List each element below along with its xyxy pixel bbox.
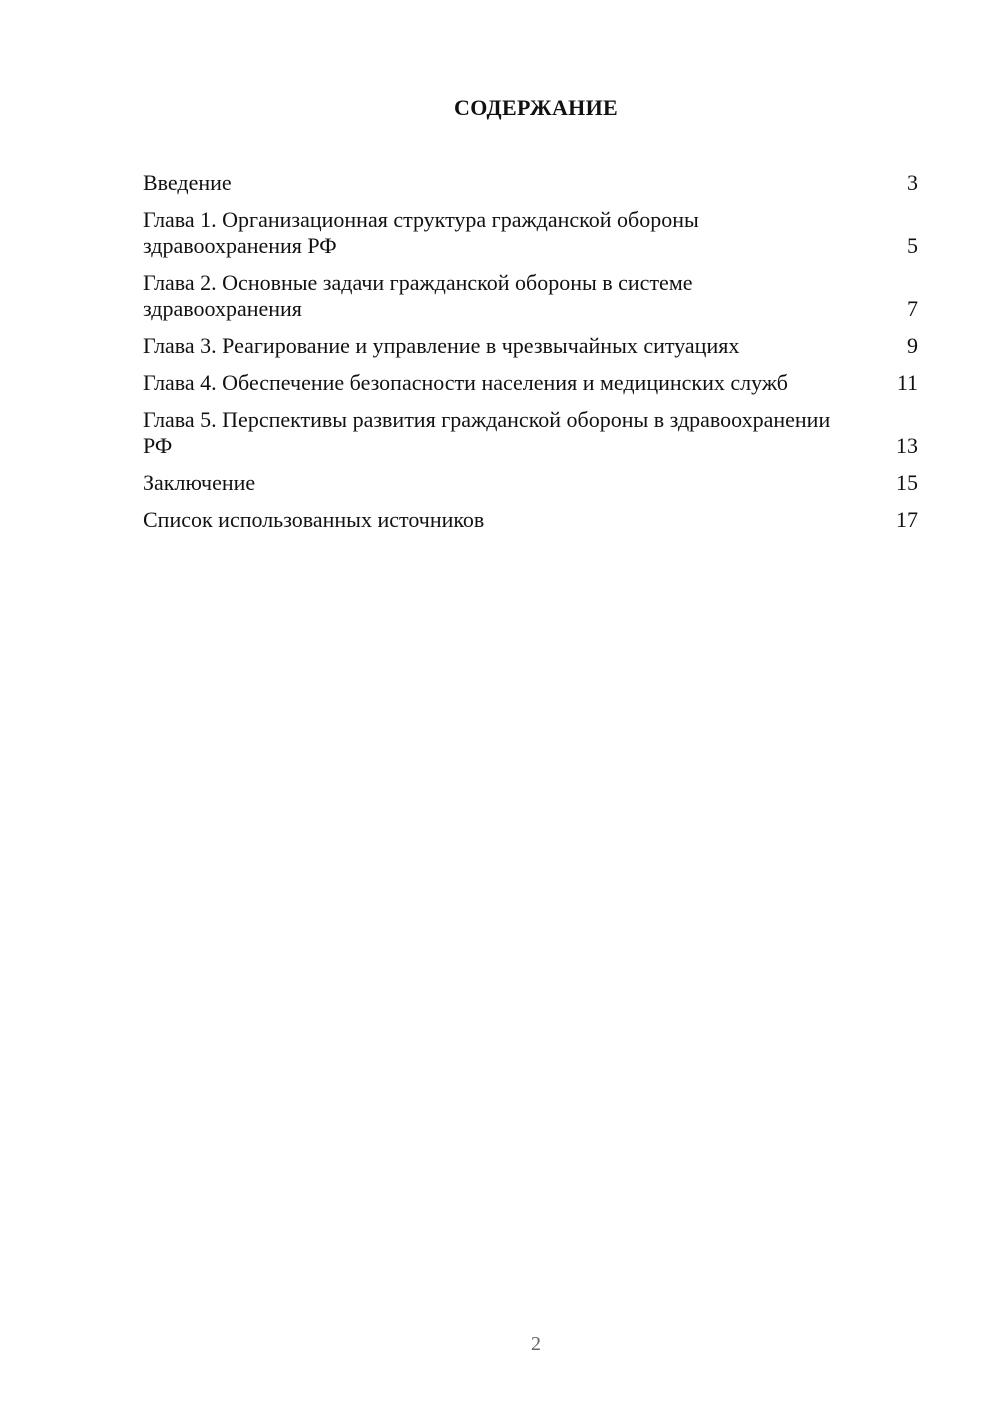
toc-entry-text: Введение — [143, 170, 232, 195]
toc-entry-references — [143, 507, 918, 533]
toc-entry-chapter-5 — [143, 407, 918, 459]
toc-entry-chapter-1 — [143, 207, 918, 259]
toc-entry-text: Глава 4. Обеспечение безопасности населения и медицинских служб — [143, 370, 788, 395]
toc-entry-text: Заключение — [143, 470, 256, 495]
toc-entry-page: 11 — [896, 370, 918, 395]
toc-entry-text: Глава 2. Основные задачи гражданской обороны в системе здравоохранения — [143, 270, 693, 321]
toc-entry-page: 13 — [896, 433, 918, 458]
toc-entry-chapter-4 — [143, 370, 918, 396]
toc-entry-page: 5 — [907, 233, 918, 258]
toc-entry-introduction — [143, 170, 918, 196]
toc-entry-text: Глава 1. Организационная структура гражданской обороны здравоохранения РФ — [143, 207, 699, 258]
toc-entry-conclusion — [143, 470, 918, 496]
toc-entry-page: 17 — [896, 507, 918, 532]
toc-entry-page: 15 — [896, 470, 918, 495]
toc-entry-page: 3 — [907, 170, 918, 195]
toc-entry-text: Список использованных источников — [143, 507, 485, 532]
page-number: 2 — [531, 1333, 541, 1355]
toc-entry-chapter-2 — [143, 270, 918, 322]
toc-entry-page: 9 — [907, 333, 918, 358]
toc-title: СОДЕРЖАНИЕ — [454, 95, 618, 120]
toc-entry-chapter-3 — [143, 333, 918, 359]
table-of-contents — [143, 170, 918, 544]
toc-entry-text: Глава 3. Реагирование и управление в чрезвычайных ситуациях — [143, 333, 740, 358]
toc-entry-text: Глава 5. Перспективы развития гражданской обороны в здравоохранении РФ — [143, 407, 831, 458]
toc-entry-page: 7 — [907, 296, 918, 321]
